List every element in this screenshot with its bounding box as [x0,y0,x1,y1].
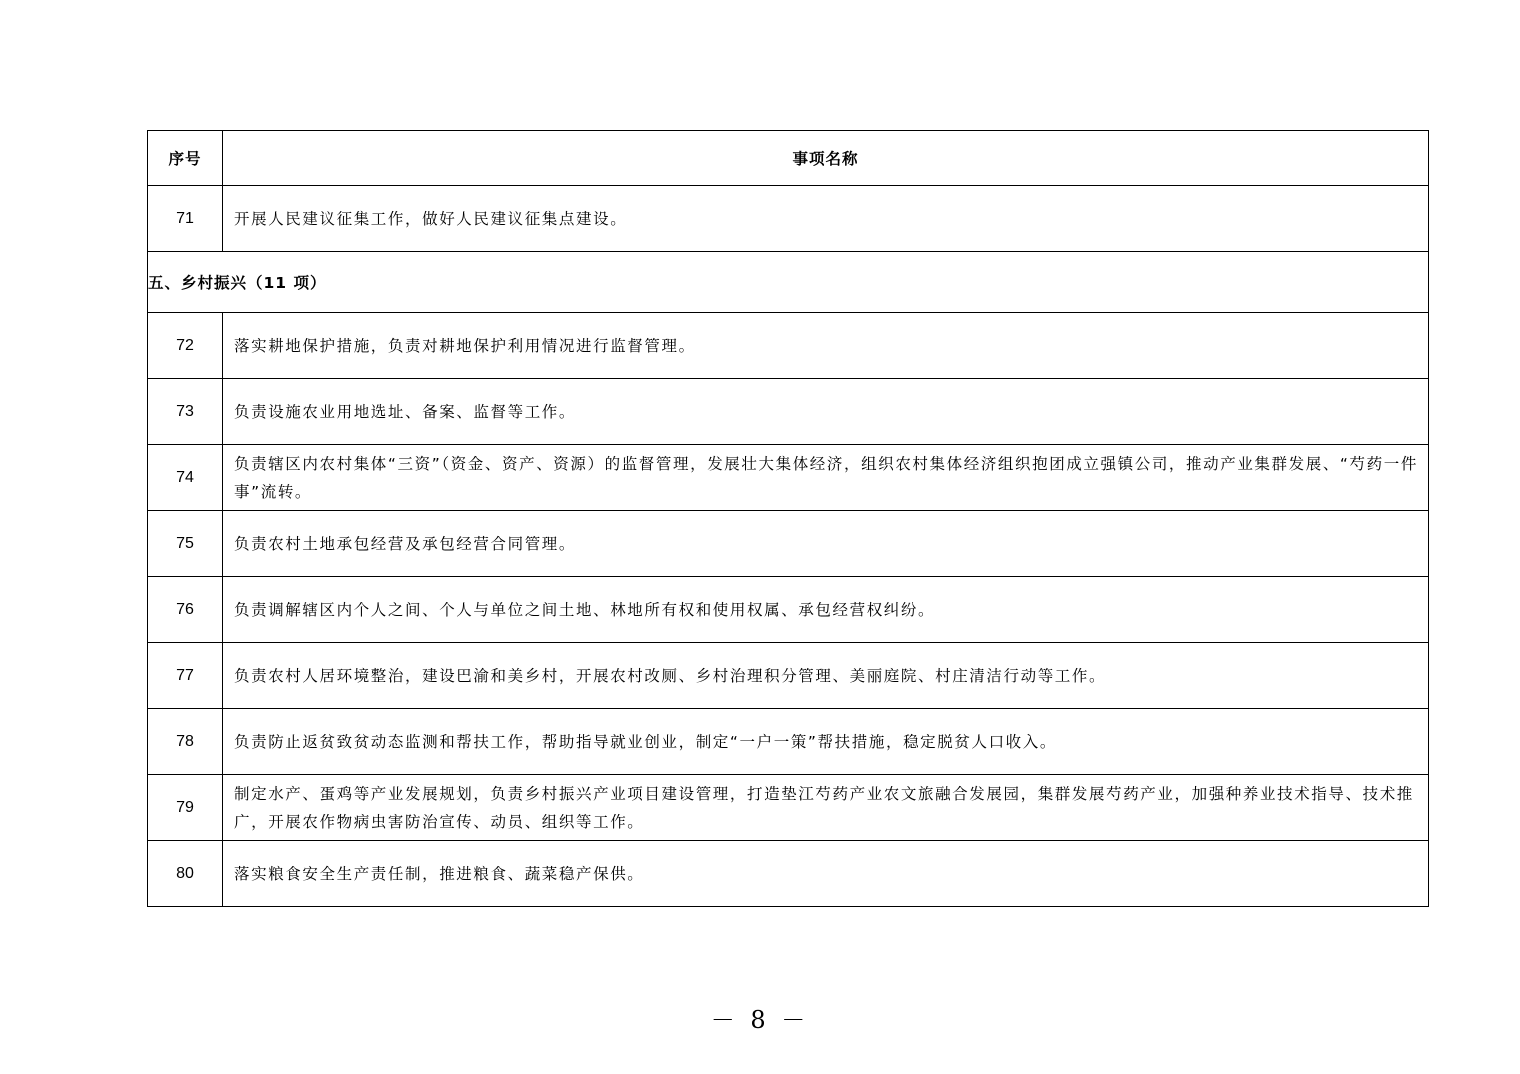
row-item-name: 负责调解辖区内个人之间、个人与单位之间土地、林地所有权和使用权属、承包经营权纠纷。 [223,577,1429,643]
row-item-name: 负责防止返贫致贫动态监测和帮扶工作，帮助指导就业创业，制定“一户一策”帮扶措施，稳定脱贫人口收入。 [223,709,1429,775]
header-name: 事项名称 [223,131,1429,186]
table-header-row [148,131,1429,186]
row-item-name: 负责辖区内农村集体“三资”（资金、资产、资源）的监督管理，发展壮大集体经济，组织农村集体经济组织抱团成立强镇公司，推动产业集群发展、“芍药一件事”流转。 [223,445,1429,511]
table-row [148,379,1429,445]
row-number: 73 [148,379,223,445]
header-no: 序号 [148,131,223,186]
row-number: 76 [148,577,223,643]
row-item-name: 落实耕地保护措施，负责对耕地保护利用情况进行监督管理。 [223,313,1429,379]
row-item-name: 制定水产、蛋鸡等产业发展规划，负责乡村振兴产业项目建设管理，打造垫江芍药产业农文旅融合发展园，集群发展芍药产业，加强种养业技术指导、技术推广，开展农作物病虫害防治宣传、动员、组织等工作。 [223,775,1429,841]
table-row [148,577,1429,643]
section-row [148,252,1429,313]
row-number: 77 [148,643,223,709]
row-number: 71 [148,186,223,252]
table-row [148,841,1429,907]
row-number: 74 [148,445,223,511]
table-row [148,643,1429,709]
row-number: 80 [148,841,223,907]
table-row [148,445,1429,511]
table-row [148,511,1429,577]
row-item-name: 负责设施农业用地选址、备案、监督等工作。 [223,379,1429,445]
table-row [148,313,1429,379]
row-number: 78 [148,709,223,775]
row-item-name: 负责农村人居环境整治，建设巴渝和美乡村，开展农村改厕、乡村治理积分管理、美丽庭院、村庄清洁行动等工作。 [223,643,1429,709]
row-number: 79 [148,775,223,841]
row-number: 75 [148,511,223,577]
row-item-name: 落实粮食安全生产责任制，推进粮食、蔬菜稳产保供。 [223,841,1429,907]
row-item-name: 负责农村土地承包经营及承包经营合同管理。 [223,511,1429,577]
table-row [148,186,1429,252]
page-number: － 8 － [710,1006,810,1034]
table-row [148,709,1429,775]
row-item-name: 开展人民建议征集工作，做好人民建议征集点建设。 [223,186,1429,252]
table-row [148,775,1429,841]
section-title: 五、乡村振兴（11 项） [148,252,1429,313]
row-number: 72 [148,313,223,379]
items-table [147,130,1429,907]
